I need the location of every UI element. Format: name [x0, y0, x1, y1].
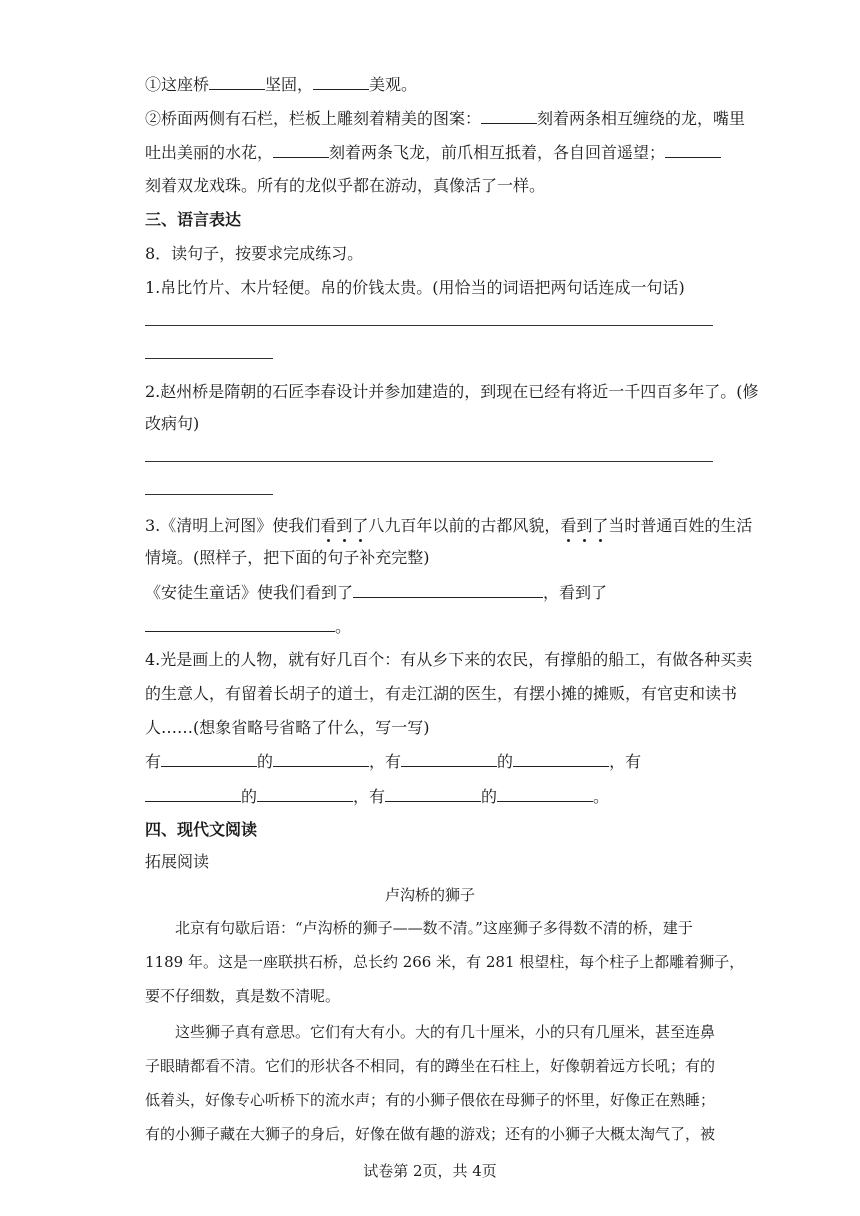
q7-item1	[145, 74, 417, 95]
blank-field[interactable]	[481, 108, 537, 124]
section-heading: 三、语言表达	[145, 210, 242, 229]
section-subheading: 拓展阅读	[145, 852, 210, 871]
sentence-4-fill-2	[145, 786, 609, 807]
emphasis-char: 看	[320, 516, 337, 535]
blank-field[interactable]	[665, 142, 721, 158]
answer-line[interactable]	[145, 325, 713, 326]
blank-field[interactable]	[513, 751, 609, 767]
sentence-3-fill-end	[145, 616, 351, 637]
emphasis-char: 看	[560, 516, 577, 535]
text: 当时普通百姓的生活	[608, 516, 753, 535]
q7-item2-line3: 刻着双龙戏珠。所有的龙似乎都在游动，真像活了一样。	[145, 176, 546, 195]
emphasis-char: 到	[336, 516, 353, 535]
blank-field[interactable]	[257, 786, 353, 802]
sentence-3-line1	[145, 516, 752, 536]
blank-field[interactable]	[273, 142, 329, 158]
passage-line: 有的小狮子藏在大狮子的身后，好像在做有趣的游戏；还有的小狮子大概太淘气了，被	[145, 1125, 716, 1143]
answer-line[interactable]	[145, 358, 273, 359]
passage-line: 北京有句歇后语：“卢沟桥的狮子——数不清。”这座狮子多得数不清的桥，建于	[175, 919, 693, 937]
text: 。	[593, 787, 610, 806]
text: 坚固，	[265, 75, 314, 94]
q7-item2-line2	[145, 142, 721, 163]
blank-field[interactable]	[401, 751, 497, 767]
blank-field[interactable]	[161, 751, 257, 767]
sentence-4-line2: 的生意人，有留着长胡子的道士，有走江湖的医生，有摆小摊的摊贩，有官吏和读书	[145, 684, 738, 703]
sentence-3-line2: 情境。(照样子，把下面的句子补充完整)	[145, 548, 430, 567]
emphasis-char: 到	[576, 516, 593, 535]
sentence-1: 1.帛比竹片、木片轻便。帛的价钱太贵。(用恰当的词语把两句话连成一句话)	[145, 278, 685, 297]
blank-field[interactable]	[209, 74, 265, 90]
text: 的	[257, 752, 274, 771]
emphasis-char: 了	[352, 516, 369, 535]
text: ①这座桥	[145, 75, 210, 94]
sentence-4-line1: 4.光是画上的人物，就有好几百个：有从乡下来的农民，有撑船的船工，有做各种买卖	[145, 650, 753, 669]
blank-field[interactable]	[273, 751, 369, 767]
text: 刻着两条飞龙，前爪相互抵着，各自回首遥望；	[329, 143, 666, 162]
text: 的	[481, 787, 498, 806]
blank-field[interactable]	[145, 616, 335, 632]
passage-line: 低着头，好像专心听桥下的流水声；有的小狮子偎依在母狮子的怀里，好像正在熟睡；	[145, 1091, 716, 1109]
text: ，有	[369, 752, 402, 771]
text: ，有	[353, 787, 386, 806]
text: 《安徒生童话》使我们看到了	[145, 583, 354, 602]
blank-field[interactable]	[385, 786, 481, 802]
emphasis-char: 了	[592, 516, 609, 535]
text: 刻着两条相互缠绕的龙，嘴里	[537, 109, 746, 128]
text: ，看到了	[543, 583, 608, 602]
blank-field[interactable]	[313, 74, 369, 90]
answer-line[interactable]	[145, 494, 273, 495]
text: ②桥面两侧有石栏，栏板上雕刻着精美的图案：	[145, 109, 482, 128]
sentence-4-line3: 人……(想象省略号省略了什么，写一写)	[145, 718, 430, 737]
sentence-4-fill-1	[145, 751, 641, 772]
blank-field[interactable]	[353, 582, 543, 598]
text: 美观。	[369, 75, 418, 94]
page-footer: 试卷第 2页，共 4页	[363, 1162, 497, 1180]
passage-line: 1189 年。这是一座联拱石桥，总长约 266 米，有 281 根望柱，每个柱子上都雕着狮子，	[145, 953, 745, 971]
section-heading: 四、现代文阅读	[145, 820, 258, 839]
passage-line: 这些狮子真有意思。它们有大有小。大的有几十厘米，小的只有几厘米，甚至连鼻	[175, 1023, 716, 1041]
sentence-2-line2: 改病句)	[145, 414, 200, 433]
dotted-text	[560, 516, 608, 535]
sentence-2-line1: 2.赵州桥是隋朝的石匠李春设计并参加建造的，到现在已经有将近一千四百多年了。(修	[145, 382, 759, 401]
emphasis-dotted-text	[320, 516, 368, 535]
blank-field[interactable]	[145, 786, 241, 802]
text: 3.《清明上河图》使我们	[145, 516, 321, 535]
passage-line: 要不仔细数，真是数不清呢。	[145, 987, 341, 1005]
text: 的	[497, 752, 514, 771]
text: 八九百年以前的古都风貌，	[368, 516, 561, 535]
emphasis-dotted-text	[560, 516, 608, 535]
answer-line[interactable]	[145, 461, 713, 462]
text: ，有	[609, 752, 642, 771]
sentence-3-fill	[145, 582, 607, 603]
question-8: 8．读句子，按要求完成练习。	[145, 244, 364, 263]
q7-item2-line1	[145, 108, 745, 129]
dotted-text	[320, 516, 368, 535]
blank-field[interactable]	[497, 786, 593, 802]
text: 的	[241, 787, 258, 806]
passage-title: 卢沟桥的狮子	[384, 886, 475, 904]
text: 。	[335, 617, 352, 636]
passage-line: 子眼睛都看不清。它们的形状各不相同，有的蹲坐在石柱上，好像朝着远方长吼；有的	[145, 1057, 716, 1075]
text: 吐出美丽的水花，	[145, 143, 274, 162]
text: 有	[145, 752, 162, 771]
